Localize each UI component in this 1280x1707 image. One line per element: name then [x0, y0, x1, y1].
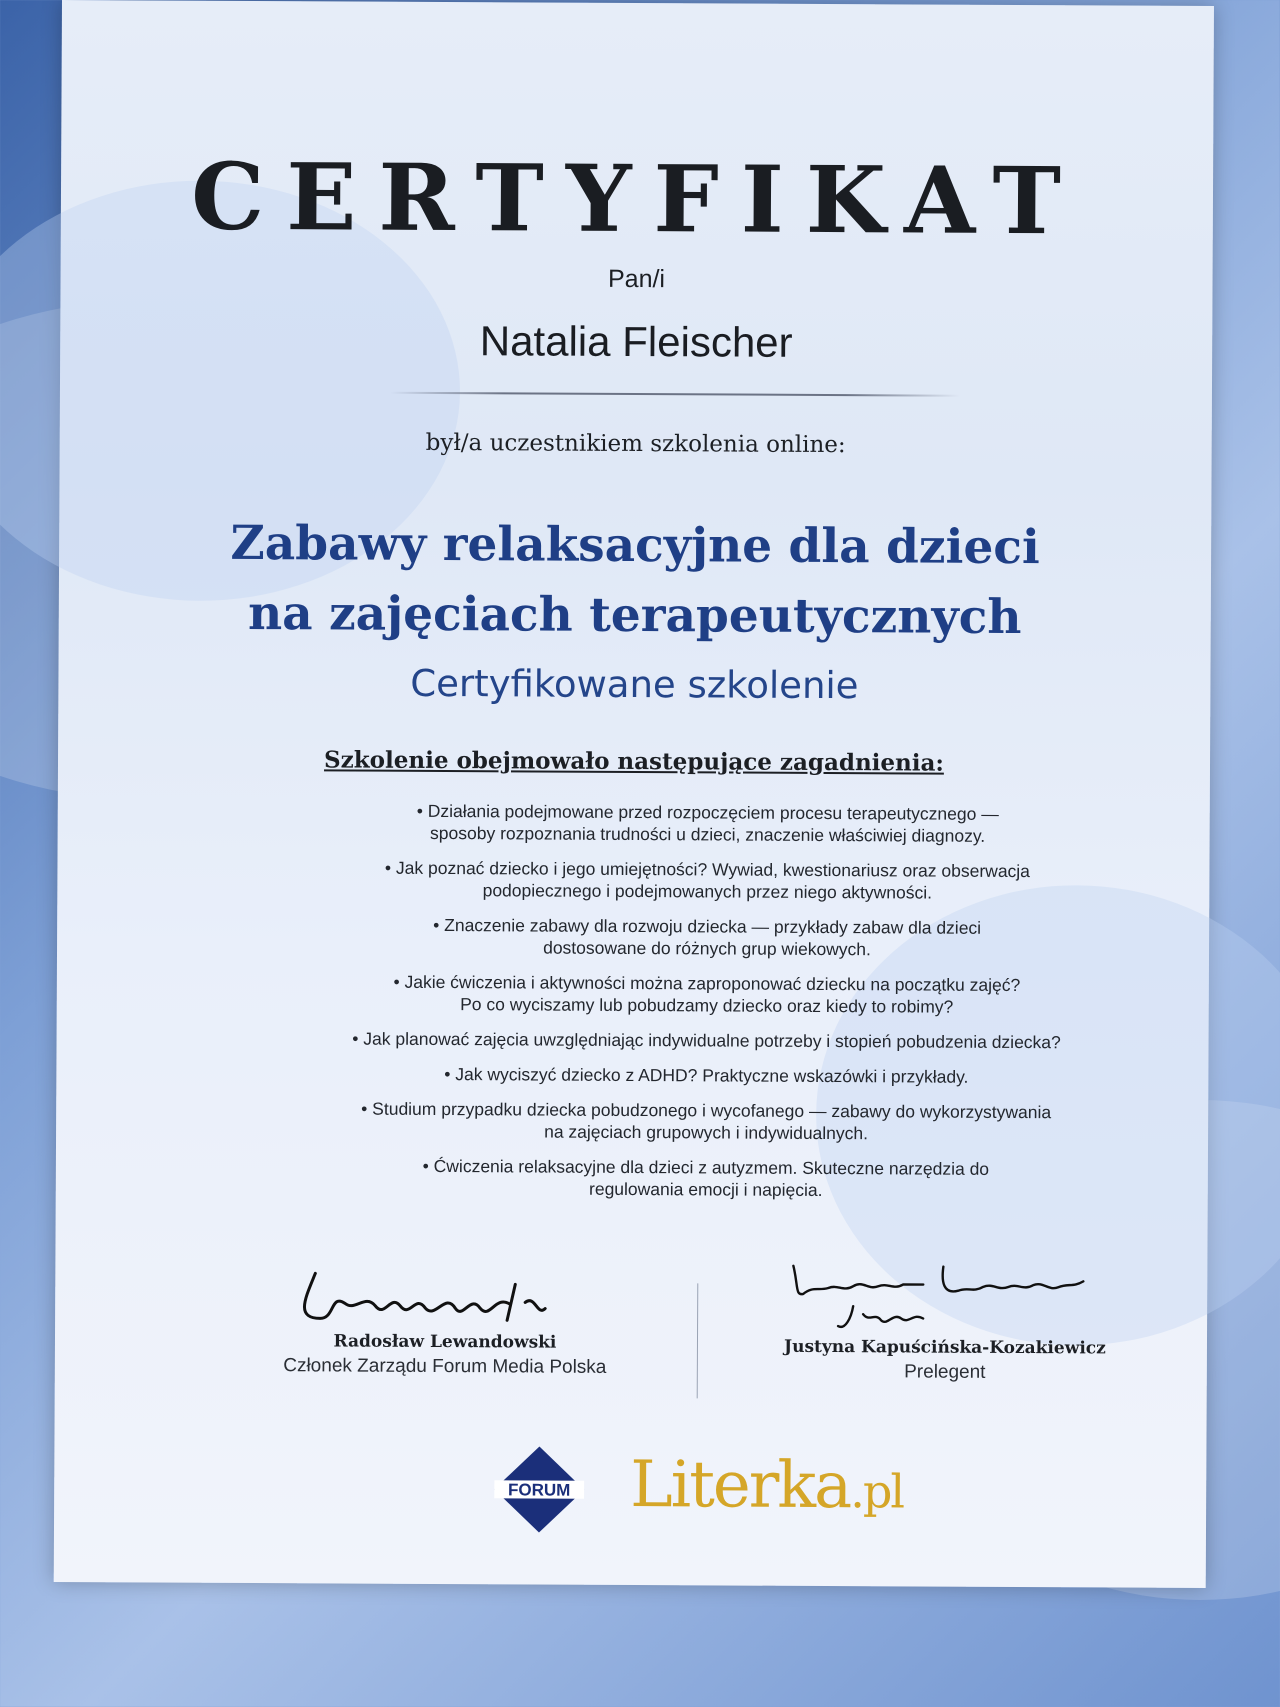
list-item: • Jakie ćwiczenia i aktywności można zaproponować dziecku na początku zajęć? Po co wyciszamy lub pobudzamy dziecko oraz kiedy to robimy?	[393, 971, 1021, 1017]
signer-role: Członek Zarządu Forum Media Polska	[283, 1355, 607, 1378]
list-item: • Jak planować zajęcia uwzględniając indywidualne potrzeby i stopień pobudzenia dziecka?	[352, 1028, 1061, 1053]
course-subtitle: Certyfikowane szkolenie	[410, 661, 859, 708]
literka-logo-main: Literka	[630, 1447, 851, 1524]
signer-name: Radosław Lewandowski	[333, 1331, 557, 1353]
topics-heading: Szkolenie obejmowało następujące zagadnienia:	[324, 746, 945, 777]
course-title-line1: Zabawy relaksacyjne dla dzieci	[230, 515, 1040, 576]
literka-logo	[630, 1448, 903, 1523]
intro-text: był/a uczestnikiem szkolenia online:	[425, 429, 846, 459]
salutation: Pan/i	[607, 264, 666, 294]
name-underline	[390, 392, 960, 397]
certificate-sheet	[54, 0, 1214, 1588]
signature-divider	[697, 1283, 699, 1398]
signature-lewandowski	[275, 1263, 575, 1335]
signature-block-right	[735, 1337, 1155, 1385]
list-item: • Studium przypadku dziecka pobudzonego i wycofanego — zabawy do wykorzystywania na zajęciach grupowych i indywidualnych.	[361, 1098, 1052, 1144]
signature-block-left	[235, 1331, 655, 1379]
forum-logo	[494, 1446, 584, 1532]
course-title-line2: na zajęciach terapeutycznych	[247, 585, 1022, 646]
list-item: • Jak wyciszyć dziecko z ADHD? Praktyczne wskazówki i przykłady.	[444, 1064, 969, 1087]
signer-name: Justyna Kapuścińska-Kozakiewicz	[784, 1336, 1106, 1359]
list-item: • Działania podejmowane przed rozpoczęciem procesu terapeutycznego — sposoby rozpoznania trudności u dzieci, znaczenie właściwiej diagnozy.	[416, 800, 999, 846]
certificate-title: CERTYFIKAT	[190, 142, 1084, 256]
signer-role: Prelegent	[904, 1361, 986, 1383]
recipient-name: Natalia Fleischer	[479, 317, 793, 366]
list-item: • Ćwiczenia relaksacyjne dla dzieci z autyzmem. Skuteczne narzędzia do regulowania emocji i napięcia.	[422, 1155, 990, 1200]
course-title	[59, 508, 1212, 654]
literka-logo-suffix: .pl	[850, 1464, 904, 1519]
topics-list	[216, 799, 1198, 1216]
list-item: • Jak poznać dziecko i jego umiejętności? Wywiad, kwestionariusz oraz obserwacja podopiecznego i podejmowanych przez niego aktywności.	[384, 857, 1031, 903]
list-item: • Znaczenie zabawy dla rozwoju dziecka — przykłady zabaw dla dzieci dostosowane do różnych grup wiekowych.	[433, 914, 982, 960]
signature-kapuscinska	[783, 1256, 1103, 1338]
forum-logo-text: FORUM	[507, 1480, 571, 1500]
